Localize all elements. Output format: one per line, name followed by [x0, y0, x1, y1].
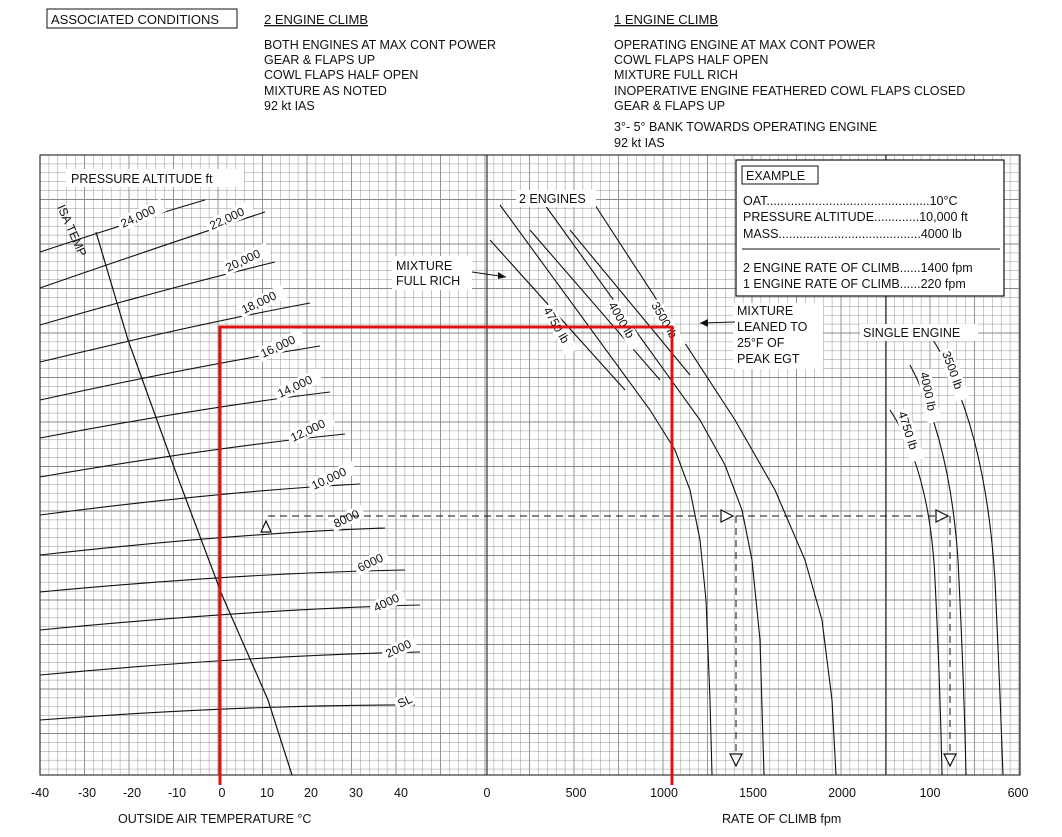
roc-axis-title: RATE OF CLIMB fpm [722, 812, 842, 826]
example-pressure-altitude: PRESSURE ALTITUDE.............10,000 ft [743, 210, 968, 224]
two-engine-line: 92 kt IAS [264, 99, 315, 113]
single-engine-tick-label: 600 [1007, 786, 1029, 800]
single-engine-label: SINGLE ENGINE [863, 326, 961, 340]
oat-tick-label: 40 [394, 786, 408, 800]
roc-curve-label: 4000 lb [917, 370, 939, 413]
one-engine-title: 1 ENGINE CLIMB [614, 12, 719, 27]
oat-tick-label: 30 [349, 786, 363, 800]
roc-tick-label: 2000 [828, 786, 856, 800]
roc-curve-single-4750 [890, 410, 942, 775]
roc-curve-label: 4750 lb [895, 409, 921, 452]
oat-tick-label: -30 [77, 786, 97, 800]
altitude-curve-label: 8000 [331, 506, 362, 531]
altitude-curve-label: 14,000 [275, 372, 315, 401]
mixture-full-rich-line2: FULL RICH [396, 274, 461, 288]
roc-curve-label: 4750 lb [540, 304, 573, 346]
pressure-altitude-label: PRESSURE ALTITUDE ft [71, 172, 213, 186]
pressure-altitude-curves [40, 199, 420, 720]
two-engines-label: 2 ENGINES [519, 192, 586, 206]
example-arrow-2engine [721, 510, 733, 522]
example-arrow-1engine [936, 510, 948, 522]
example-title: EXAMPLE [746, 169, 806, 183]
oat-tick-label: 20 [304, 786, 318, 800]
roc-curve-single-4000 [910, 365, 966, 775]
example-oat: OAT...............................................10°C [743, 194, 958, 208]
one-engine-line: 3°- 5° BANK TOWARDS OPERATING ENGINE [614, 120, 878, 134]
two-engine-line: COWL FLAPS HALF OPEN [264, 68, 419, 82]
mixture-leaned-line2: LEANED TO [737, 320, 808, 334]
altitude-curve-label: 4000 [371, 590, 402, 615]
roc-curve-label: 3500 lb [939, 349, 966, 392]
altitude-curve-label: 6000 [355, 550, 386, 575]
altitude-curve-label: 10,000 [309, 464, 349, 493]
one-engine-line: MIXTURE FULL RICH [614, 68, 738, 82]
mixture-leaned-line1: MIXTURE [737, 304, 794, 318]
one-engine-line: 92 kt IAS [614, 136, 665, 150]
example-mass: MASS.........................................4000 lb [743, 227, 962, 241]
roc-tick-label: 0 [483, 786, 491, 800]
mixture-full-rich-line1: MIXTURE [396, 259, 453, 273]
oat-tick-label: 10 [260, 786, 274, 800]
one-engine-line: INOPERATIVE ENGINE FEATHERED COWL FLAPS CLOSED [614, 84, 966, 98]
roc-curve-single-3500 [930, 335, 1003, 775]
altitude-curve-label: 20,000 [223, 246, 263, 275]
isa-temp-label: ISA TEMP [54, 202, 90, 259]
pointer-arrowhead [700, 319, 708, 327]
roc-tick-label: 500 [565, 786, 587, 800]
pointer-arrowhead [498, 272, 506, 279]
roc-curve-label: 3500 lb [648, 299, 681, 341]
altitude-curve [40, 262, 275, 325]
oat-axis-title: OUTSIDE AIR TEMPERATURE °C [118, 812, 312, 826]
mixture-leaned-line3: 25°F OF [737, 336, 785, 350]
example-one-engine-roc: 1 ENGINE RATE OF CLIMB......220 fpm [743, 277, 966, 291]
one-engine-line: GEAR & FLAPS UP [614, 99, 726, 113]
roc-curve-label: 4000 lb [605, 299, 638, 341]
altitude-curve-label: 2000 [383, 636, 414, 661]
associated-conditions-label: ASSOCIATED CONDITIONS [51, 12, 220, 27]
roc-curve-leaned-4000 [545, 205, 764, 775]
altitude-curve-label: 24,000 [118, 202, 158, 231]
mixture-leaned-line4: PEAK EGT [737, 352, 800, 366]
single-engine-tick-label: 100 [919, 786, 941, 800]
altitude-curve-label: SL [395, 691, 415, 711]
two-engine-line: GEAR & FLAPS UP [264, 53, 376, 67]
one-engine-line: OPERATING ENGINE AT MAX CONT POWER [614, 38, 876, 52]
oat-tick-label: -10 [167, 786, 187, 800]
oat-tick-label: -40 [30, 786, 50, 800]
roc-tick-label: 1000 [650, 786, 678, 800]
example-two-engine-roc: 2 ENGINE RATE OF CLIMB......1400 fpm [743, 261, 973, 275]
roc-tick-label: 1500 [739, 786, 767, 800]
oat-tick-label: -20 [122, 786, 142, 800]
oat-tick-label: 0 [218, 786, 226, 800]
altitude-curve-label: 16,000 [258, 332, 298, 361]
altitude-curve [40, 652, 420, 675]
axis-labels [31, 786, 1029, 800]
altitude-curve [40, 705, 415, 720]
altitude-curve [40, 528, 385, 555]
altitude-curve-label: 22,000 [207, 204, 247, 233]
two-engine-title: 2 ENGINE CLIMB [264, 12, 369, 27]
two-engine-line: BOTH ENGINES AT MAX CONT POWER [264, 38, 496, 52]
altitude-curve-label: 18,000 [239, 288, 279, 317]
two-engine-line: MIXTURE AS NOTED [264, 84, 387, 98]
altitude-curve-label: 12,000 [288, 416, 328, 445]
one-engine-line: COWL FLAPS HALF OPEN [614, 53, 769, 67]
